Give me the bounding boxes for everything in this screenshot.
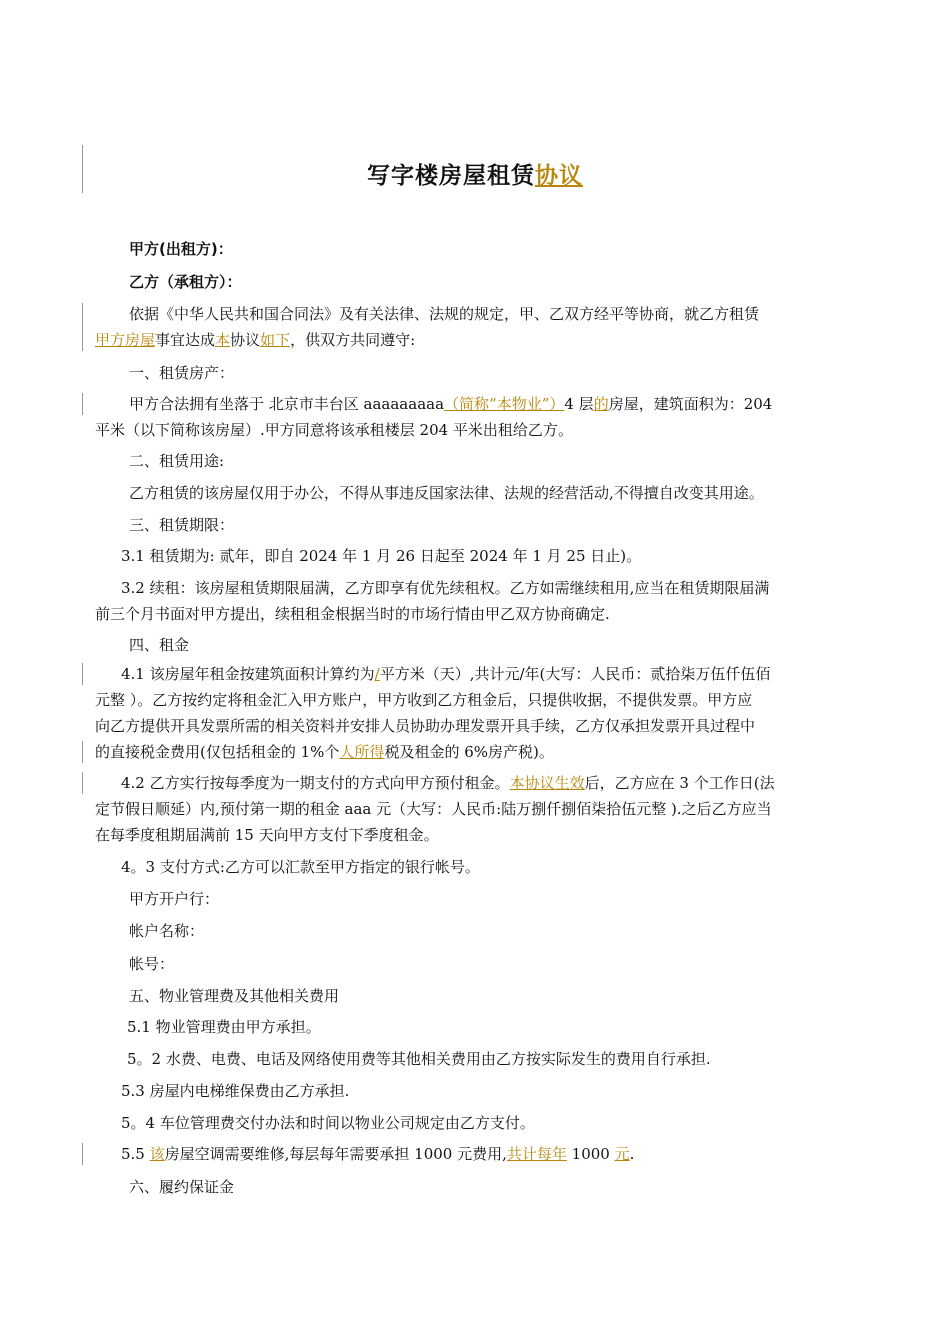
- tracked-change-link[interactable]: 的: [593, 395, 609, 413]
- clause-4-1-line-2: 元整 ）。乙方按约定将租金汇入甲方账户，甲方收到乙方租金后，只提供收据，不提供发票。甲方应: [95, 691, 753, 709]
- change-bar: [82, 772, 83, 794]
- party-a-label: 甲方(出租方)：: [129, 240, 233, 258]
- clause-4-1-line-3: 向乙方提供开具发票所需的相关资料并安排人员协助办理发票开具手续，乙方仅承担发票开具过程中: [95, 717, 756, 735]
- clause-3-1: 3.1 租赁期为: 贰年，即自 2024 年 1 月 26 日起至 2024 年 1 月 25 日止)。: [121, 547, 642, 565]
- account-name-label: 帐户名称：: [129, 922, 205, 940]
- clause-5-5: 5.5 该房屋空调需要维修,每层每年需要承担 1000 元费用,共计每年 1000 元.: [121, 1145, 635, 1163]
- change-bar: [82, 1143, 83, 1165]
- clause-4-2-line-1: 4.2 乙方实行按每季度为一期支付的方式向甲方预付租金。本协议生效后，乙方应在 3 个工作日(法: [121, 774, 775, 792]
- tracked-change-link[interactable]: /: [374, 665, 380, 683]
- tracked-change-link[interactable]: 元: [614, 1145, 630, 1163]
- tracked-change-link[interactable]: 甲方房屋: [95, 331, 156, 349]
- change-bar: [82, 303, 83, 351]
- party-b-label: 乙方（承租方）：: [129, 273, 242, 291]
- tracked-change-link[interactable]: 人所得: [339, 743, 385, 761]
- tracked-change-link[interactable]: 协议: [535, 163, 583, 189]
- section-1-line-1: 甲方合法拥有坐落于 北京市丰台区 aaaaaaaaa（简称“本物业”）4 层的房屋，建筑面积为：204: [129, 395, 773, 413]
- bank-label: 甲方开户行：: [129, 890, 220, 908]
- clause-5-4: 5。4 车位管理费交付办法和时间以物业公司规定由乙方支付。: [121, 1114, 535, 1132]
- section-5-heading: 五、物业管理费及其他相关费用: [129, 987, 340, 1005]
- change-bar: [82, 663, 83, 685]
- section-3-heading: 三、租赁期限：: [129, 516, 235, 534]
- clause-4-3: 4。3 支付方式:乙方可以汇款至甲方指定的银行帐号。: [121, 858, 480, 876]
- section-2-text: 乙方租赁的该房屋仅用于办公，不得从事违反国家法律、法规的经营活动,不得擅自改变其用途。: [129, 484, 764, 502]
- section-2-heading: 二、租赁用途:: [129, 452, 225, 470]
- intro-line-1: 依据《中华人民共和国合同法》及有关法律、法规的规定，甲、乙双方经平等协商，就乙方租赁: [129, 305, 760, 323]
- tracked-change-link[interactable]: 本协议生效: [509, 774, 585, 792]
- clause-5-3: 5.3 房屋内电梯维保费由乙方承担.: [121, 1082, 350, 1100]
- section-4-heading: 四、租金: [129, 636, 190, 654]
- clause-4-1-line-1: 4.1 该房屋年租金按建筑面积计算约为/平方米（天）,共计元/年(大写：人民币：贰拾柒万伍仟伍佰: [121, 665, 771, 683]
- account-number-label: 帐号：: [129, 955, 175, 973]
- tracked-change-link[interactable]: 该: [149, 1145, 165, 1163]
- tracked-change-link[interactable]: 本: [215, 331, 231, 349]
- tracked-change-link[interactable]: 共计每年: [506, 1145, 567, 1163]
- clause-5-1: 5.1 物业管理费由甲方承担。: [127, 1018, 321, 1036]
- document-title: 写字楼房屋租赁协议: [367, 163, 583, 189]
- tracked-change-link[interactable]: 如下: [260, 331, 291, 349]
- clause-4-2-line-2: 定节假日顺延）内,预付第一期的租金 aaa 元（大写：人民币:陆万捌仟捌佰柒拾伍元整 ).之后乙方应当: [95, 800, 772, 818]
- section-6-heading: 六、履约保证金: [129, 1178, 235, 1196]
- tracked-change-link[interactable]: （简称“本物业”）: [444, 395, 565, 413]
- section-1-heading: 一、租赁房产：: [129, 364, 235, 382]
- clause-5-2: 5。2 水费、电费、电话及网络使用费等其他相关费用由乙方按实际发生的费用自行承担.: [127, 1050, 711, 1068]
- clause-3-2-line-1: 3.2 续租：该房屋租赁期限届满，乙方即享有优先续租权。乙方如需继续租用,应当在租赁期限届满: [121, 579, 770, 597]
- clause-4-2-line-3: 在每季度租期届满前 15 天向甲方支付下季度租金。: [95, 826, 439, 844]
- change-bar: [82, 393, 83, 415]
- clause-3-2-line-2: 前三个月书面对甲方提出，续租租金根据当时的市场行情由甲乙双方协商确定.: [95, 605, 610, 623]
- clause-4-1-line-4: 的直接税金费用(仅包括租金的 1%个人所得税及租金的 6%房产税)。: [95, 743, 554, 761]
- change-bar: [82, 741, 83, 763]
- section-1-line-2: 平米（以下简称该房屋）.甲方同意将该承租楼层 204 平米出租给乙方。: [95, 421, 573, 439]
- intro-line-2: 甲方房屋事宜达成本协议如下，供双方共同遵守:: [95, 331, 416, 349]
